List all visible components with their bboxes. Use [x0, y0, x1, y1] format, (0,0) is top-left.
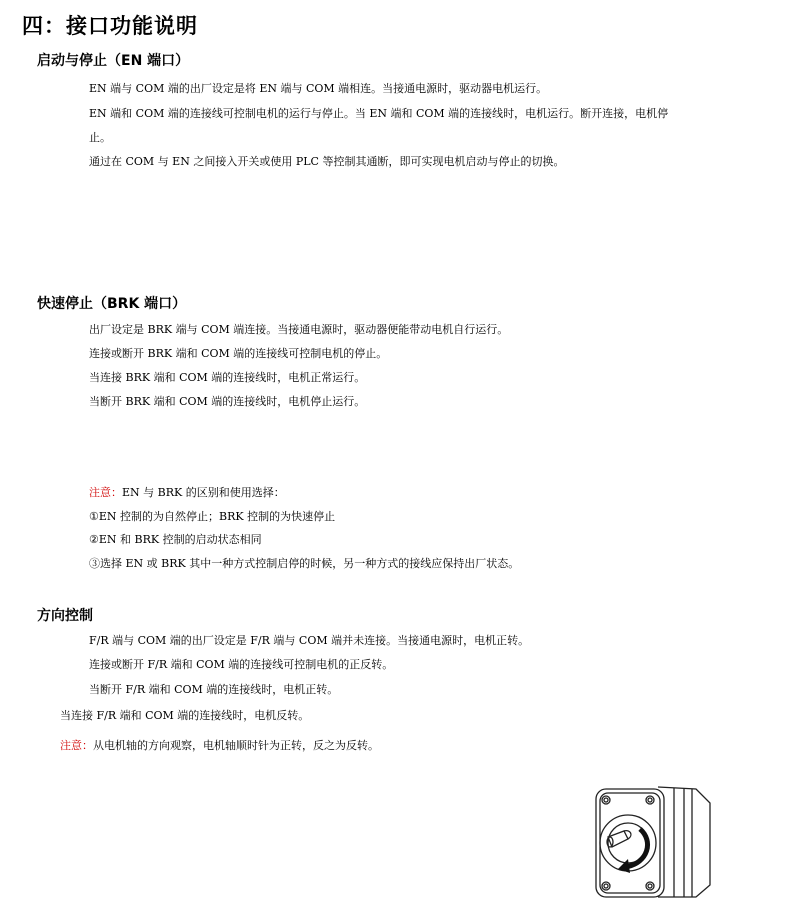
direction-section-title: 方向控制: [37, 608, 93, 624]
note2-label: 注意：: [60, 739, 93, 752]
motor-icon: [588, 775, 713, 900]
note2-text: 从电机轴的方向观察，电机轴顺时针为正转，反之为反转。: [93, 739, 379, 752]
note1-label: 注意：: [89, 486, 122, 499]
note1-line: [89, 486, 285, 500]
note1-item-2: ②EN 和 BRK 控制的启动状态相同: [89, 533, 262, 546]
page-title: 四：接口功能说明: [22, 13, 198, 38]
motor-figure: [588, 775, 713, 900]
direction-line-3: 当断开 F/R 端和 COM 端的连接线时，电机正转。: [89, 683, 339, 696]
brk-line-3: 当连接 BRK 端和 COM 端的连接线时，电机正常运行。: [89, 371, 366, 384]
direction-line-2: 连接或断开 F/R 端和 COM 端的连接线可控制电机的正反转。: [89, 658, 394, 671]
note1-text: EN 与 BRK 的区别和使用选择：: [122, 486, 285, 499]
direction-line-4: 当连接 F/R 端和 COM 端的连接线时，电机反转。: [60, 709, 310, 722]
brk-line-4: 当断开 BRK 端和 COM 端的连接线时，电机停止运行。: [89, 395, 366, 408]
note1-item-1: ①EN 控制的为自然停止；BRK 控制的为快速停止: [89, 510, 336, 523]
brk-line-1: 出厂设定是 BRK 端与 COM 端连接。当接通电源时，驱动器便能带动电机自行运行。: [89, 323, 509, 336]
en-line-1: EN 端与 COM 端的出厂设定是将 EN 端与 COM 端相连。当接通电源时，驱动器电机运行。: [89, 82, 548, 95]
en-section-title: 启动与停止（EN 端口）: [37, 53, 190, 69]
en-line-3: 止。: [89, 131, 111, 144]
note2-line: [60, 739, 379, 753]
en-line-2: EN 端和 COM 端的连接线可控制电机的运行与停止。当 EN 端和 COM 端的连接线时，电机运行。断开连接，电机停: [89, 107, 669, 120]
note1-item-3: ③选择 EN 或 BRK 其中一种方式控制启停的时候，另一种方式的接线应保持出厂状态。: [89, 557, 520, 570]
brk-section-title: 快速停止（BRK 端口）: [37, 296, 187, 312]
direction-line-1: F/R 端与 COM 端的出厂设定是 F/R 端与 COM 端并未连接。当接通电源时，电机正转。: [89, 634, 530, 647]
en-line-4: 通过在 COM 与 EN 之间接入开关或使用 PLC 等控制其通断，即可实现电机启动与停止的切换。: [89, 155, 565, 168]
brk-line-2: 连接或断开 BRK 端和 COM 端的连接线可控制电机的停止。: [89, 347, 388, 360]
